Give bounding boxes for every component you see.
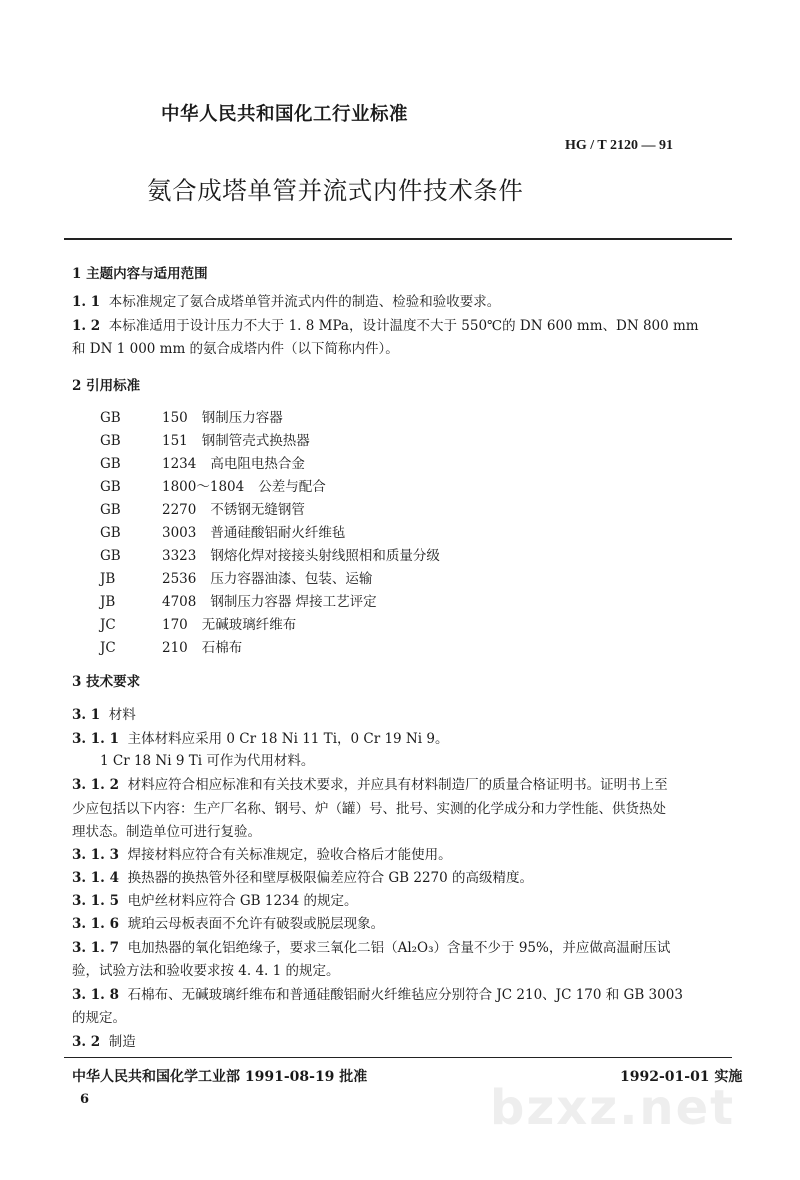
clause-3-1-7-continued: 验，试验方法和验收要求按 4. 4. 1 的规定。: [72, 963, 340, 979]
ref-code: GB: [100, 479, 121, 495]
clause-number: 3. 1. 4: [72, 870, 119, 886]
ref-name: 钢制压力容器: [201, 410, 283, 426]
clause-text: 材料: [108, 707, 136, 723]
ref-code: GB: [100, 525, 121, 541]
ref-code: GB: [100, 548, 121, 564]
standard-code: HG / T 2120 — 91: [565, 138, 674, 153]
clause-number: 3. 1. 7: [72, 940, 119, 956]
clause-text: 本标准适用于设计压力不大于 1. 8 MPa，设计温度不大于 550℃的 DN 600 mm、DN 800 mm: [108, 318, 699, 334]
clause-3-1-2-continued: 理状态。制造单位可进行复验。: [72, 824, 261, 840]
ref-code: GB: [100, 433, 121, 449]
document-title: 氨合成塔单管并流式内件技术条件: [147, 176, 524, 205]
reference-item: [100, 567, 372, 587]
clause-text: 焊接材料应符合有关标准规定，验收合格后才能使用。: [127, 847, 452, 863]
clause-number: 3. 1. 6: [72, 916, 119, 932]
clause-number: 1. 1: [72, 294, 101, 310]
ref-number: 1234: [162, 456, 197, 472]
clause-3-1-8-continued: 的规定。: [72, 1010, 126, 1026]
reference-item: [100, 406, 283, 426]
clause-number: 3. 1. 1: [72, 731, 119, 747]
clause-text: 电炉丝材料应符合 GB 1234 的规定。: [127, 893, 358, 909]
ref-number: 2270: [162, 502, 197, 518]
header-divider: [64, 238, 732, 240]
clause-number: 3. 1: [72, 707, 101, 723]
clause-number: 3. 2: [72, 1034, 101, 1050]
ref-name: 公差与配合: [258, 479, 326, 495]
clause-3-1-4: [72, 866, 533, 886]
ref-number: 4708: [162, 594, 197, 610]
reference-item: [100, 498, 305, 518]
clause-3-1-2-continued: 少应包括以下内容：生产厂名称、钢号、炉（罐）号、批号、实测的化学成分和力学性能、供货热处: [72, 801, 666, 817]
ref-number: 210: [162, 640, 188, 656]
clause-3-1-8: [72, 983, 683, 1003]
ref-name: 压力容器油漆、包装、运输: [210, 571, 373, 587]
clause-number: 1. 2: [72, 318, 101, 334]
clause-text: 主体材料应采用 0 Cr 18 Ni 11 Ti，0 Cr 19 Ni 9。: [127, 731, 449, 747]
ref-name: 钢熔化焊对接接头射线照相和质量分级: [210, 548, 440, 564]
reference-item: [100, 429, 310, 449]
reference-item: [100, 475, 326, 495]
clause-text: 制造: [108, 1034, 136, 1050]
ref-number: 3323: [162, 548, 197, 564]
ref-name: 高电阻电热合金: [210, 456, 305, 472]
clause-3-2: [72, 1030, 136, 1050]
reference-item: [100, 590, 377, 610]
approval-line: 中华人民共和国化学工业部 1991-08-19 批准: [72, 1069, 368, 1085]
clause-text: 材料应符合相应标准和有关技术要求，并应具有材料制造厂的质量合格证明书。证明书上至: [127, 777, 668, 793]
clause-1-1: [72, 290, 500, 310]
footer-divider: [64, 1057, 732, 1058]
ref-code: GB: [100, 456, 121, 472]
clause-3-1-2: [72, 773, 668, 793]
ref-name: 石棉布: [201, 640, 243, 656]
page-number: 6: [80, 1092, 90, 1107]
ref-name: 不锈钢无缝钢管: [210, 502, 305, 518]
ref-number: 3003: [162, 525, 197, 541]
section-2-heading: 2 引用标准: [72, 378, 141, 394]
reference-item: [100, 636, 242, 656]
clause-1-2: [72, 314, 699, 334]
clause-3-1-7: [72, 936, 670, 956]
ref-number: 2536: [162, 571, 197, 587]
ref-code: GB: [100, 410, 121, 426]
ref-name: 钢制压力容器 焊接工艺评定: [210, 594, 377, 610]
clause-text: 本标准规定了氨合成塔单管并流式内件的制造、检验和验收要求。: [108, 294, 501, 310]
ref-name: 钢制管壳式换热器: [201, 433, 310, 449]
ref-name: 无碱玻璃纤维布: [201, 617, 297, 633]
clause-text: 琥珀云母板表面不允许有破裂或脱层现象。: [127, 916, 385, 932]
clause-3-1-1-continued: 1 Cr 18 Ni 9 Ti 可作为代用材料。: [100, 753, 315, 769]
effective-date: 1992-01-01 实施: [620, 1069, 743, 1085]
clause-text: 换热器的换热管外径和壁厚极限偏差应符合 GB 2270 的高级精度。: [127, 870, 534, 886]
clause-3-1-3: [72, 843, 452, 863]
ref-code: JC: [100, 617, 116, 633]
ref-name: 普通硅酸铝耐火纤维毡: [210, 525, 346, 541]
clause-3-1: [72, 703, 136, 723]
reference-item: [100, 521, 345, 541]
ref-number: 150: [162, 410, 188, 426]
standard-publisher-header: 中华人民共和国化工行业标准: [161, 104, 409, 125]
watermark: bzxz.net: [490, 1080, 736, 1136]
reference-item: [100, 544, 440, 564]
clause-number: 3. 1. 8: [72, 987, 119, 1003]
reference-item: [100, 452, 305, 472]
clause-number: 3. 1. 5: [72, 893, 119, 909]
ref-code: JB: [100, 571, 116, 587]
reference-item: [100, 613, 296, 633]
ref-code: JC: [100, 640, 116, 656]
clause-text: 石棉布、无碱玻璃纤维布和普通硅酸铝耐火纤维毡应分别符合 JC 210、JC 170 和 GB 3003: [127, 987, 683, 1003]
ref-code: GB: [100, 502, 121, 518]
ref-code: JB: [100, 594, 116, 610]
section-1-heading: 1 主题内容与适用范围: [72, 266, 208, 282]
clause-number: 3. 1. 2: [72, 777, 119, 793]
clause-3-1-6: [72, 912, 384, 932]
clause-number: 3. 1. 3: [72, 847, 119, 863]
clause-1-2-continued: 和 DN 1 000 mm 的氨合成塔内件（以下简称内件）。: [72, 341, 399, 357]
clause-3-1-5: [72, 889, 358, 909]
clause-text: 电加热器的氧化铝绝缘子，要求三氧化二铝（Al₂O₃）含量不少于 95%，并应做高温耐压试: [127, 940, 671, 956]
ref-number: 1800～1804: [162, 479, 245, 495]
section-3-heading: 3 技术要求: [72, 674, 141, 690]
clause-3-1-1: [72, 727, 448, 747]
ref-number: 151: [162, 433, 188, 449]
ref-number: 170: [162, 617, 188, 633]
